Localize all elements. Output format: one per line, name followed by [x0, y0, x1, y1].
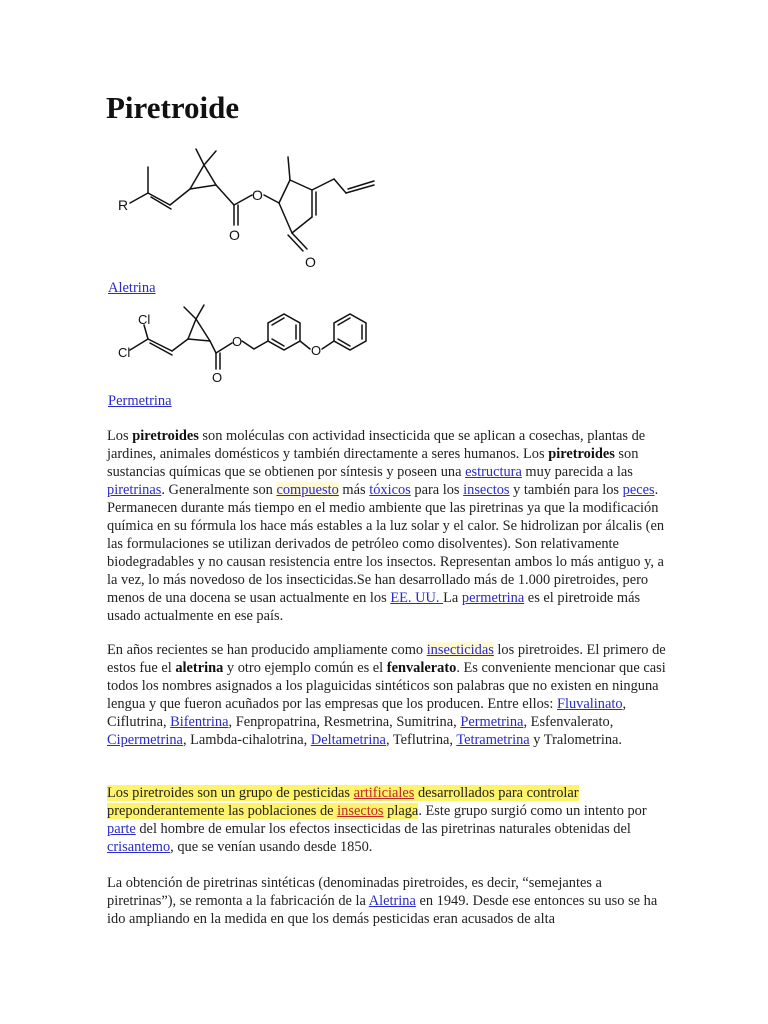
inline-link[interactable]: Deltametrina	[310, 732, 386, 748]
bold-term: aletrina	[175, 660, 224, 676]
inline-link[interactable]: Cipermetrina	[107, 732, 183, 748]
inline-link[interactable]: Tetrametrina	[456, 732, 530, 748]
text-run: En años recientes se han producido ampliamente como	[107, 642, 427, 658]
text-run: en 1949. Desde ese entonces su uso se ha ido ampliando en la medida en que los demás pesticidas eran acusados de alta	[107, 893, 658, 927]
text-run: . Este grupo surgió como un intento por	[418, 803, 647, 819]
permetrina-link[interactable]: Permetrina	[108, 393, 172, 409]
text-run: La	[443, 590, 462, 606]
highlighted-link[interactable]: artificiales	[353, 785, 415, 801]
page-title: Piretroide	[106, 90, 240, 125]
permetrina-caption-link[interactable]	[108, 392, 172, 410]
inline-link[interactable]: piretrinas	[107, 482, 162, 498]
text-run: son moléculas con actividad insecticida que se aplican a cosechas, plantas de jardines, animales domésticos y también directamente a seres humanos. Los	[107, 428, 646, 462]
aletrina-caption-link[interactable]	[108, 279, 156, 297]
aletrina-link[interactable]: Aletrina	[108, 280, 156, 296]
text-run: La obtención de piretrinas sintéticas (denominadas piretroides, es decir, “semejantes a piretrinas”), se remonta a la fabricación de la	[107, 875, 602, 909]
text-run: los piretroides. El primero de estos fue el	[107, 642, 666, 676]
text-run: , Ciflutrina,	[107, 696, 627, 730]
atom-label-o: O	[311, 343, 322, 358]
atom-label-o: O	[305, 254, 316, 270]
inline-link[interactable]: Fluvalinato	[556, 696, 623, 712]
bold-term: fenvalerato	[386, 660, 457, 676]
text-run: más	[338, 482, 370, 498]
inline-link[interactable]: Aletrina	[368, 893, 416, 909]
inline-link[interactable]: crisantemo	[107, 839, 171, 855]
text-run: y otro ejemplo común es el	[223, 660, 387, 676]
text-run: , Teflutrina,	[385, 732, 457, 748]
inline-link[interactable]: compuesto	[276, 482, 339, 498]
text-run: son sustancias químicas que se obtienen por síntesis y poseen una	[107, 446, 639, 480]
text-run: y también para los	[509, 482, 623, 498]
inline-link[interactable]: insecticidas	[426, 642, 494, 658]
text-run: muy parecida a las	[521, 464, 633, 480]
inline-link[interactable]: EE. UU.	[390, 590, 444, 606]
atom-label-o: O	[232, 334, 243, 349]
highlighted-text: Los piretroides son un grupo de pesticidas	[107, 785, 354, 801]
text-run: para los	[410, 482, 464, 498]
atom-label-o: O	[212, 370, 223, 385]
inline-link[interactable]: peces	[622, 482, 655, 498]
atom-label-cl: Cl	[138, 312, 151, 327]
atom-label-cl: Cl	[118, 345, 131, 360]
permetrina-structure	[112, 303, 387, 385]
aletrina-structure	[112, 145, 382, 270]
text-run: es el piretroide más usado actualmente en ese país.	[107, 590, 641, 624]
text-run: Los	[107, 428, 133, 444]
text-run: y Tralometrina.	[529, 732, 622, 748]
inline-link[interactable]: insectos	[463, 482, 510, 498]
text-run: , Esfenvalerato,	[523, 714, 614, 730]
highlighted-text: plaga	[383, 803, 419, 819]
inline-link[interactable]: Permetrina	[460, 714, 524, 730]
highlighted-link[interactable]: insectos	[337, 803, 384, 819]
text-run: . Generalmente son	[161, 482, 277, 498]
atom-label-o: O	[252, 187, 263, 203]
text-run: , Fenpropatrina, Resmetrina, Sumitrina,	[228, 714, 461, 730]
paragraph-history	[107, 874, 667, 928]
paragraph-usage	[107, 641, 667, 749]
atom-label-o: O	[229, 227, 240, 243]
paragraph-intro	[107, 427, 667, 625]
inline-link[interactable]: estructura	[465, 464, 522, 480]
highlighted-text: desarrollados para controlar preponderantemente las poblaciones de	[107, 785, 579, 819]
text-run: , Lambda-cihalotrina,	[182, 732, 311, 748]
inline-link[interactable]: Bifentrina	[170, 714, 229, 730]
text-run: , que se venían usando desde 1850.	[170, 839, 373, 855]
bold-term: piretroides	[132, 428, 199, 444]
text-run: del hombre de emular los efectos insecticidas de las piretrinas naturales obtenidas del	[135, 821, 631, 837]
atom-label-r: R	[118, 197, 129, 213]
text-run: . Es conveniente mencionar que casi todos los nombres asignados a los plaguicidas sintéticos son palabras que no existen en ninguna lengua y que fueron acuñados por las empresas que los producen. Entre ellos:	[107, 660, 666, 712]
inline-link[interactable]: tóxicos	[369, 482, 411, 498]
bold-term: piretroides	[548, 446, 615, 462]
inline-link[interactable]: permetrina	[461, 590, 525, 606]
inline-link[interactable]: parte	[107, 821, 136, 837]
text-run: . Permanecen durante más tiempo en el medio ambiente que las piretrinas ya que la modificación química en su fórmula los hace más estables a la luz solar y el calor. Se hidrolizan por álcalis (en las formulaciones se utilizan derivados de petróleo como disolventes). Son relativamente biodegradables y no causan resistencia entre los insectos. Representan ambos lo más antiguo y, a la vez, lo más novedoso de los insecticidas.Se han desarrollado más de 1.000 piretroides, pero menos de una docena se usan actualmente en los	[107, 482, 665, 606]
paragraph-origin	[107, 784, 667, 856]
